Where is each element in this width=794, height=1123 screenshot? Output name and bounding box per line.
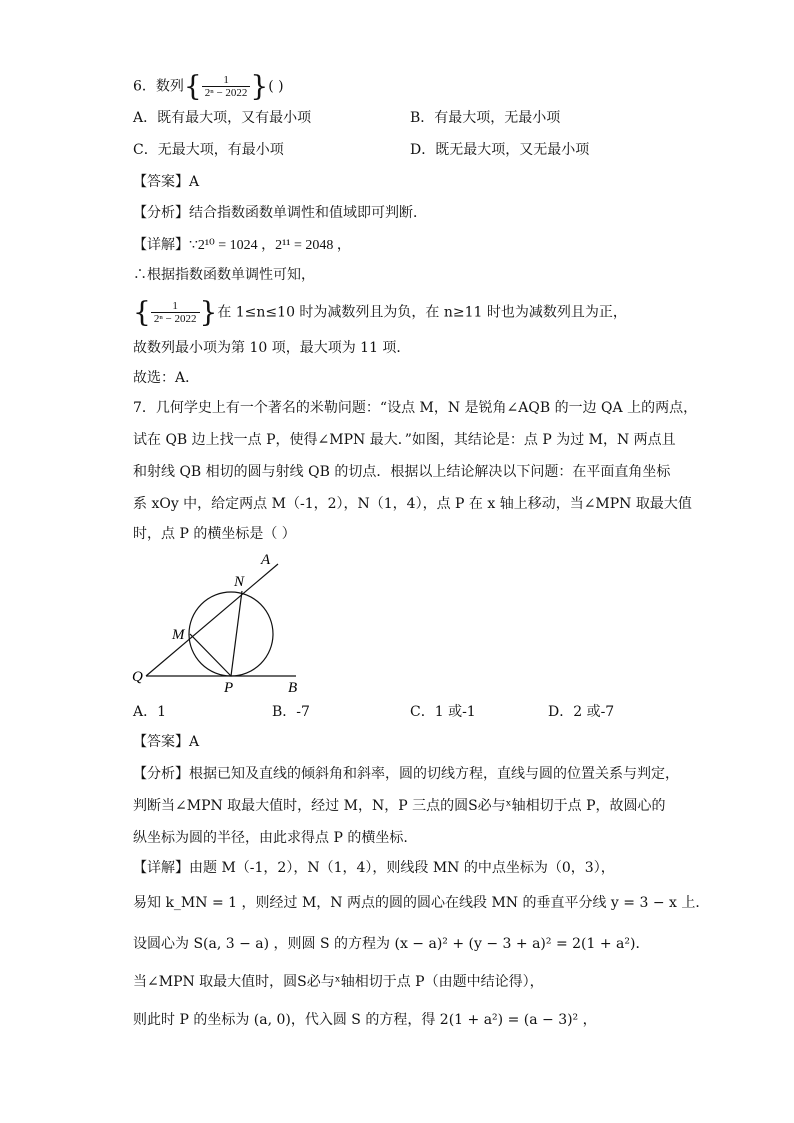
q7-option-d[interactable]: D．2 或-7 bbox=[548, 704, 615, 720]
q6-frac-num: 1 bbox=[202, 74, 251, 87]
q6-detail-2: ∴根据指数函数单调性可知， bbox=[133, 267, 315, 283]
q6-fraction bbox=[202, 74, 251, 99]
q6-option-c[interactable]: C．无最大项，有最小项 bbox=[133, 142, 284, 158]
label-b: B bbox=[288, 680, 298, 696]
q7-detail-1 bbox=[133, 858, 615, 878]
q6-frac-den: 2ⁿ − 2022 bbox=[204, 87, 248, 99]
q6-fraction-2 bbox=[151, 300, 200, 325]
miller-figure bbox=[128, 550, 328, 700]
q7-analysis-1 bbox=[133, 764, 679, 784]
label-a: A bbox=[261, 552, 271, 568]
q7-option-a[interactable]: A．1 bbox=[133, 704, 167, 720]
label-q: Q bbox=[132, 669, 143, 685]
answer-tag: 【答案】 bbox=[133, 174, 189, 190]
left-brace-icon: { bbox=[133, 295, 151, 329]
q7-analysis-3: 纵坐标为圆的半径，由此求得点 P 的横坐标. bbox=[133, 830, 408, 846]
right-brace-icon: } bbox=[199, 295, 218, 329]
answer-tag: 【答案】 bbox=[133, 734, 189, 750]
q6-option-b[interactable]: B．有最大项，无最小项 bbox=[410, 110, 561, 126]
q7-option-c[interactable]: C．1 或-1 bbox=[410, 704, 476, 720]
answer-value: A bbox=[189, 174, 200, 190]
q6-detail-4: 故数列最小项为第 10 项，最大项为 11 项． bbox=[133, 340, 411, 356]
detail-text-3: 在 1≤n≤10 时为减数列且为负，在 n≥11 时也为减数列且为正， bbox=[217, 304, 627, 321]
q6-frac-den-2: 2ⁿ − 2022 bbox=[153, 313, 197, 325]
q7-stem-4: 系 xOy 中，给定两点 M（-1，2），N（1，4），点 P 在 x 轴上移动，当∠MPN 取最大值 bbox=[133, 496, 692, 512]
right-brace-icon: } bbox=[250, 69, 269, 103]
q7-stem-1: 7．几何学史上有一个著名的米勒问题：“设点 M，N 是锐角∠AQB 的一边 QA 上的两点， bbox=[133, 400, 698, 416]
q7-stem-3: 和射线 QB 相切的圆与射线 QB 的切点．根据以上结论解决以下问题：在平面直角坐标 bbox=[133, 464, 671, 480]
segment-np bbox=[231, 591, 242, 676]
q7-detail-4: 当∠MPN 取最大值时，圆S必与ˣ轴相切于点 P（由题中结论得）， bbox=[133, 974, 544, 990]
q6-option-d[interactable]: D．既无最大项，又无最小项 bbox=[410, 142, 590, 158]
detail-tag: 【详解】 bbox=[133, 237, 189, 253]
label-p: P bbox=[224, 680, 234, 696]
q7-option-b[interactable]: B．-7 bbox=[272, 704, 310, 720]
q7-stem-2: 试在 QB 边上找一点 P，使得∠MPN 最大．”如图，其结论是：点 P 为过 M，N 两点且 bbox=[133, 432, 676, 448]
label-m: M bbox=[172, 627, 185, 643]
label-n: N bbox=[234, 574, 245, 590]
q6-detail-1 bbox=[133, 235, 351, 256]
q6-analysis bbox=[133, 203, 427, 223]
detail-tag: 【详解】 bbox=[133, 860, 189, 876]
q7-analysis-2: 判断当∠MPN 取最大值时，经过 M，N，P 三点的圆S必与ˣ轴相切于点 P，故圆心的 bbox=[133, 798, 666, 814]
detail-text: ∵2¹⁰ = 1024 ，2¹¹ = 2048 ， bbox=[189, 238, 351, 253]
analysis-text: 结合指数函数单调性和值域即可判断． bbox=[189, 205, 427, 221]
q7-detail-3: 设圆心为 S(a, 3 − a) ，则圆 S 的方程为 (x − a)² + (y − 3 + a)² = 2(1 + a²)． bbox=[133, 936, 650, 952]
q7-stem-5: 时，点 P 的横坐标是（ ） bbox=[133, 526, 296, 542]
q7-answer bbox=[133, 732, 199, 752]
q6-stem-suffix: ( ) bbox=[268, 78, 284, 95]
q6-answer bbox=[133, 172, 199, 192]
answer-value: A bbox=[189, 734, 200, 750]
analysis-text: 根据已知及直线的倾斜角和斜率，圆的切线方程，直线与圆的位置关系与判定， bbox=[189, 766, 679, 782]
q6-choice: 故选：A． bbox=[133, 370, 200, 386]
q6-detail-3 bbox=[133, 295, 627, 329]
q6-option-a[interactable]: A．既有最大项，又有最小项 bbox=[133, 110, 312, 126]
q7-detail-2: 易知 k_MN = 1 ，则经过 M，N 两点的圆的圆心在线段 MN 的垂直平分线 y = 3 − x 上． bbox=[133, 895, 710, 911]
q6-stem bbox=[133, 69, 284, 103]
q7-detail-5: 则此时 P 的坐标为 (a, 0)，代入圆 S 的方程，得 2(1 + a²) = (a − 3)² ， bbox=[133, 1012, 597, 1028]
ray-qa bbox=[146, 564, 278, 676]
left-brace-icon: { bbox=[183, 69, 202, 103]
q6-stem-prefix: 6．数列 bbox=[133, 78, 184, 95]
q6-frac-num-2: 1 bbox=[151, 300, 200, 313]
analysis-tag: 【分析】 bbox=[133, 766, 189, 782]
detail-text: 由题 M（-1，2），N（1，4），则线段 MN 的中点坐标为（0，3）， bbox=[189, 860, 615, 876]
analysis-tag: 【分析】 bbox=[133, 205, 189, 221]
segment-mp bbox=[190, 634, 231, 676]
